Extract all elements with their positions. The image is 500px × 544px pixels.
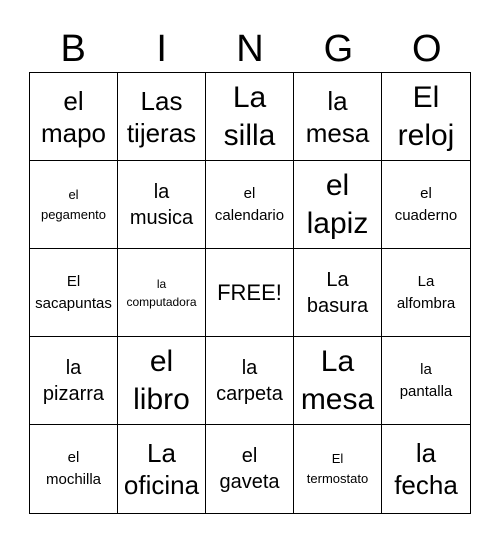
bingo-cell[interactable] xyxy=(30,337,118,425)
cell-text: la pantalla xyxy=(399,360,453,400)
bingo-cell[interactable] xyxy=(118,337,206,425)
bingo-cell[interactable] xyxy=(30,425,118,513)
cell-text: el calendario xyxy=(214,184,285,224)
cell-text: La alfombra xyxy=(396,272,456,312)
cell-text: La basura xyxy=(306,268,369,317)
bingo-header xyxy=(29,26,471,72)
cell-text: la computadora xyxy=(126,276,197,309)
cell-text: la carpeta xyxy=(216,356,283,405)
cell-text: El sacapuntas xyxy=(35,272,112,312)
bingo-cell[interactable] xyxy=(382,425,470,513)
header-letter-g: G xyxy=(323,28,354,70)
bingo-cell[interactable] xyxy=(30,249,118,337)
bingo-cell[interactable] xyxy=(118,73,206,161)
cell-text: El termostato xyxy=(306,451,369,486)
bingo-cell[interactable] xyxy=(294,73,382,161)
bingo-cell[interactable] xyxy=(294,161,382,249)
cell-text: Las tijeras xyxy=(126,85,197,148)
cell-text: la fecha xyxy=(394,438,458,500)
bingo-cell[interactable] xyxy=(118,161,206,249)
cell-text: el cuaderno xyxy=(394,184,458,224)
header-letter-i: I xyxy=(156,28,167,70)
header-letter-o: O xyxy=(412,28,442,70)
bingo-cell[interactable] xyxy=(382,73,470,161)
cell-text: el mochilla xyxy=(45,449,102,488)
bingo-cell[interactable] xyxy=(30,73,118,161)
cell-text: La oficina xyxy=(123,438,200,500)
bingo-cell[interactable] xyxy=(206,337,294,425)
bingo-cell[interactable] xyxy=(118,425,206,513)
bingo-cell[interactable] xyxy=(382,161,470,249)
free-cell[interactable] xyxy=(206,249,294,337)
cell-text: el pegamento xyxy=(40,186,107,222)
header-letter-n: N xyxy=(236,28,264,70)
bingo-cell[interactable] xyxy=(294,249,382,337)
bingo-cell[interactable] xyxy=(118,249,206,337)
bingo-cell[interactable] xyxy=(30,161,118,249)
cell-text: la musica xyxy=(129,180,194,229)
cell-text: El reloj xyxy=(397,80,455,152)
bingo-cell[interactable] xyxy=(382,337,470,425)
cell-text: el mapo xyxy=(40,85,107,148)
bingo-cell[interactable] xyxy=(206,425,294,513)
bingo-cell[interactable] xyxy=(294,337,382,425)
cell-text: La mesa xyxy=(300,344,375,416)
bingo-cell[interactable] xyxy=(382,249,470,337)
cell-text: el gaveta xyxy=(219,445,280,493)
cell-text: el libro xyxy=(133,344,190,416)
bingo-grid xyxy=(29,72,471,514)
bingo-cell[interactable] xyxy=(206,73,294,161)
cell-text: la pizarra xyxy=(42,356,105,405)
header-letter-b: B xyxy=(60,28,86,70)
cell-text: La silla xyxy=(223,80,276,152)
cell-text: el lapiz xyxy=(306,168,369,240)
bingo-cell[interactable] xyxy=(206,161,294,249)
bingo-cell[interactable] xyxy=(294,425,382,513)
free-space-text: FREE! xyxy=(217,279,282,305)
cell-text: la mesa xyxy=(305,85,370,148)
